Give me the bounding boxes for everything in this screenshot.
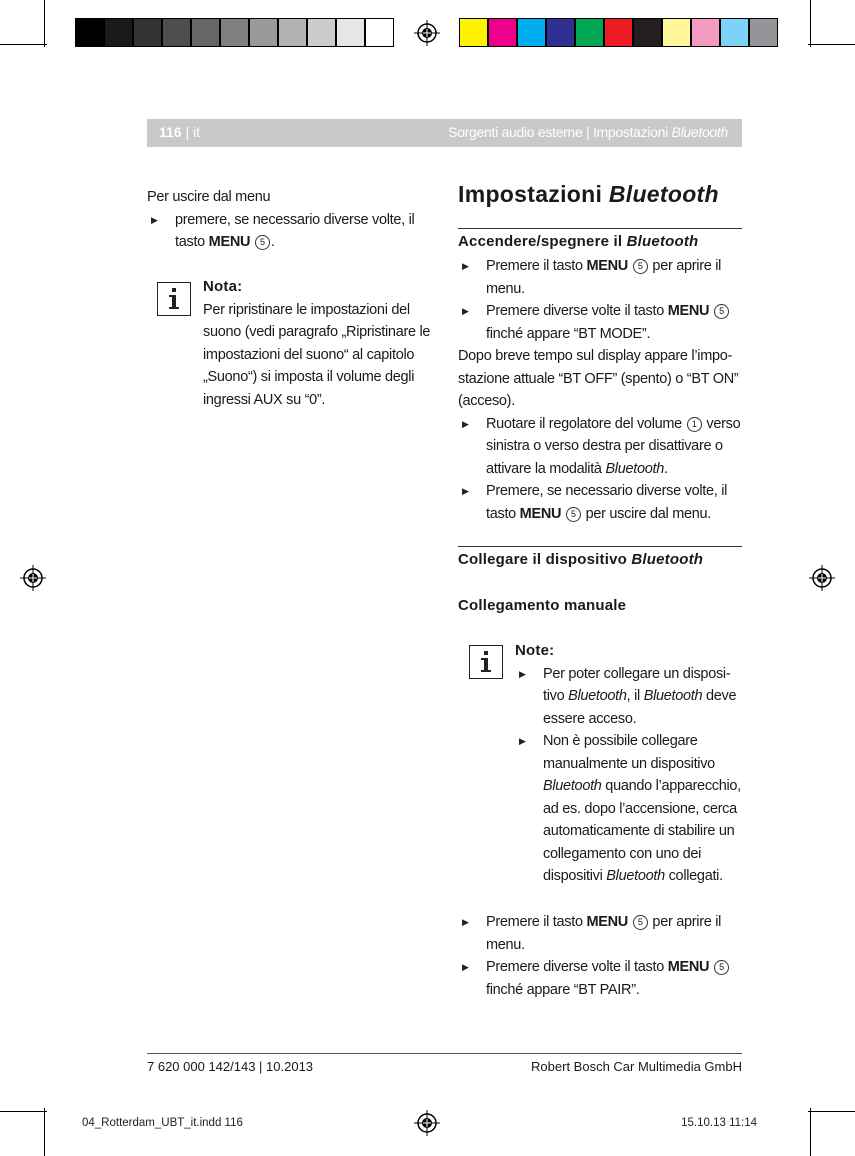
intro-text: Per uscire dal menu bbox=[147, 189, 271, 205]
registration-mark-icon bbox=[414, 1110, 440, 1136]
text: tivo bbox=[543, 688, 569, 704]
section-heading bbox=[458, 551, 703, 568]
title-plain: Impostazioni bbox=[458, 181, 609, 207]
italic-text: Bluetooth bbox=[643, 688, 703, 704]
text: essere acceso. bbox=[543, 710, 637, 727]
section-rule bbox=[458, 546, 742, 547]
crop-mark bbox=[808, 44, 855, 45]
footer-rule bbox=[147, 1053, 742, 1054]
callout-number: 5 bbox=[255, 235, 270, 250]
text: menu. bbox=[486, 936, 525, 953]
page-title bbox=[458, 181, 719, 208]
info-icon bbox=[157, 282, 191, 316]
menu-key: MENU bbox=[667, 959, 710, 975]
color-swatch bbox=[749, 18, 778, 47]
menu-key: MENU bbox=[519, 505, 562, 522]
section-heading bbox=[458, 233, 698, 250]
list-item bbox=[458, 911, 742, 956]
text: , il bbox=[626, 688, 644, 704]
crop-mark bbox=[810, 1108, 811, 1156]
note-line: ingressi AUX su “0”. bbox=[203, 391, 326, 408]
italic-text: Bluetooth bbox=[605, 460, 665, 477]
text: Premere, se necessario diverse volte, il bbox=[486, 483, 728, 499]
color-swatch bbox=[488, 18, 517, 47]
color-swatch bbox=[336, 18, 365, 47]
text: premere, se necessario diverse volte, il tasto bbox=[175, 211, 415, 250]
color-swatch bbox=[133, 18, 162, 47]
text: Premere diverse volte il tasto bbox=[486, 959, 668, 975]
text: per aprire il bbox=[648, 258, 722, 274]
text: Premere diverse volte il tasto bbox=[486, 303, 668, 319]
color-swatch bbox=[75, 18, 104, 47]
info-icon bbox=[469, 645, 503, 679]
section-body bbox=[458, 911, 742, 1001]
list-item bbox=[147, 209, 432, 254]
note-block bbox=[515, 640, 747, 888]
text: Premere il tasto bbox=[486, 914, 587, 930]
color-swatch-row bbox=[459, 18, 778, 47]
heading-italic: Bluetooth bbox=[626, 233, 699, 250]
color-swatch bbox=[220, 18, 249, 47]
color-swatch bbox=[720, 18, 749, 47]
subheading: Collegamento manuale bbox=[458, 597, 627, 614]
list-item bbox=[515, 730, 747, 888]
color-swatch bbox=[662, 18, 691, 47]
color-swatch bbox=[191, 18, 220, 47]
text: per aprire il bbox=[648, 914, 722, 930]
text: menu. bbox=[486, 280, 525, 297]
list-item bbox=[458, 300, 742, 345]
text: collegati. bbox=[664, 868, 723, 884]
slug-timestamp: 15.10.13 11:14 bbox=[681, 1117, 757, 1129]
italic-text: Bluetooth bbox=[543, 778, 602, 794]
crop-mark bbox=[44, 0, 45, 47]
text: automaticamente di stabilire un bbox=[543, 823, 735, 839]
text: Non è possibile collegare bbox=[543, 733, 698, 749]
text: deve bbox=[702, 688, 737, 704]
color-swatch bbox=[691, 18, 720, 47]
paragraph-line: stazione attuale “BT OFF” (spento) o “BT ON” bbox=[458, 370, 739, 387]
text: manualmente un dispositivo bbox=[543, 755, 715, 772]
color-swatch bbox=[459, 18, 488, 47]
menu-key: MENU bbox=[667, 303, 710, 319]
color-swatch bbox=[249, 18, 278, 47]
left-column bbox=[147, 186, 432, 254]
text: Per poter collegare un disposi- bbox=[543, 665, 731, 682]
text: Ruotare il regolatore del volume bbox=[486, 415, 686, 432]
callout-number: 5 bbox=[633, 915, 648, 930]
text: Premere il tasto bbox=[486, 258, 587, 274]
text: . bbox=[664, 460, 668, 477]
section-italic: Bluetooth bbox=[671, 124, 728, 140]
crop-mark bbox=[0, 1111, 47, 1112]
section-prefix: Sorgenti audio esterne | Impostazioni bbox=[448, 124, 672, 140]
list-item bbox=[458, 413, 742, 481]
paragraph-line: (acceso). bbox=[458, 393, 515, 409]
note-line: impostazioni del suono“ al capitolo bbox=[203, 346, 415, 363]
list-item bbox=[515, 663, 747, 731]
color-swatch bbox=[365, 18, 394, 47]
menu-key: MENU bbox=[586, 258, 628, 274]
callout-number: 5 bbox=[633, 259, 648, 274]
text: verso bbox=[702, 415, 741, 432]
footer-right: Robert Bosch Car Multimedia GmbH bbox=[531, 1059, 742, 1074]
note-title: Nota: bbox=[203, 278, 243, 295]
gray-swatch-row bbox=[75, 18, 394, 47]
color-swatch bbox=[633, 18, 662, 47]
note-line: Per ripristinare le impostazioni del bbox=[203, 301, 410, 318]
text: finché appare “BT MODE”. bbox=[486, 325, 651, 342]
list-item bbox=[458, 480, 742, 525]
callout-number: 5 bbox=[714, 304, 729, 319]
registration-mark-icon bbox=[809, 565, 835, 591]
color-swatch bbox=[575, 18, 604, 47]
color-swatch bbox=[604, 18, 633, 47]
color-swatch bbox=[162, 18, 191, 47]
section-breadcrumb bbox=[448, 124, 728, 140]
page-number-text: 116 bbox=[159, 124, 182, 140]
text: tasto bbox=[486, 505, 520, 522]
paragraph-line: Dopo breve tempo sul display appare l’impo- bbox=[458, 348, 733, 364]
running-header bbox=[147, 119, 742, 147]
text: finché appare “BT PAIR”. bbox=[486, 981, 640, 998]
section-rule bbox=[458, 228, 742, 229]
language-code: | it bbox=[181, 124, 201, 140]
callout-number: 5 bbox=[566, 507, 581, 522]
color-swatch bbox=[546, 18, 575, 47]
title-italic: Bluetooth bbox=[608, 181, 719, 207]
crop-mark bbox=[44, 1108, 45, 1156]
note-title: Note: bbox=[515, 642, 555, 659]
crop-mark bbox=[808, 1111, 855, 1112]
text: attivare la modalità bbox=[486, 460, 606, 477]
note-line: „Suono“) si imposta il volume degli bbox=[203, 369, 415, 385]
callout-number: 5 bbox=[714, 960, 729, 975]
italic-text: Bluetooth bbox=[606, 868, 665, 884]
text: per uscire dal menu. bbox=[581, 505, 712, 522]
slug-filename: 04_Rotterdam_UBT_it.indd 116 bbox=[82, 1117, 243, 1129]
menu-key: MENU bbox=[208, 234, 251, 250]
text: dispositivi bbox=[543, 868, 607, 884]
color-swatch bbox=[307, 18, 336, 47]
heading-plain: Collegare il dispositivo bbox=[458, 551, 632, 568]
heading-plain: Accendere/spegnere il bbox=[458, 233, 627, 250]
crop-mark bbox=[810, 0, 811, 47]
footer-left: 7 620 000 142/143 | 10.2013 bbox=[147, 1059, 314, 1074]
callout-number: 1 bbox=[687, 417, 702, 432]
text: collegamento con uno dei bbox=[543, 845, 702, 862]
section-body bbox=[458, 255, 742, 525]
text: ad es. dopo l’accensione, cerca bbox=[543, 800, 737, 817]
color-swatch bbox=[278, 18, 307, 47]
italic-text: Bluetooth bbox=[568, 688, 627, 704]
color-swatch bbox=[104, 18, 133, 47]
registration-mark-icon bbox=[20, 565, 46, 591]
heading-italic: Bluetooth bbox=[631, 551, 704, 568]
text: quando l’apparecchio, bbox=[601, 778, 741, 794]
crop-mark bbox=[0, 44, 47, 45]
text: sinistra o verso destra per disattivare o bbox=[486, 438, 723, 454]
color-swatch bbox=[517, 18, 546, 47]
list-item bbox=[458, 255, 742, 300]
registration-mark-icon bbox=[414, 20, 440, 46]
note-line: suono (vedi paragrafo „Ripristinare le bbox=[203, 324, 431, 340]
page-number bbox=[159, 124, 200, 140]
menu-key: MENU bbox=[586, 914, 628, 930]
list-item bbox=[458, 956, 742, 1001]
text: . bbox=[270, 234, 275, 250]
note-block bbox=[203, 276, 438, 411]
